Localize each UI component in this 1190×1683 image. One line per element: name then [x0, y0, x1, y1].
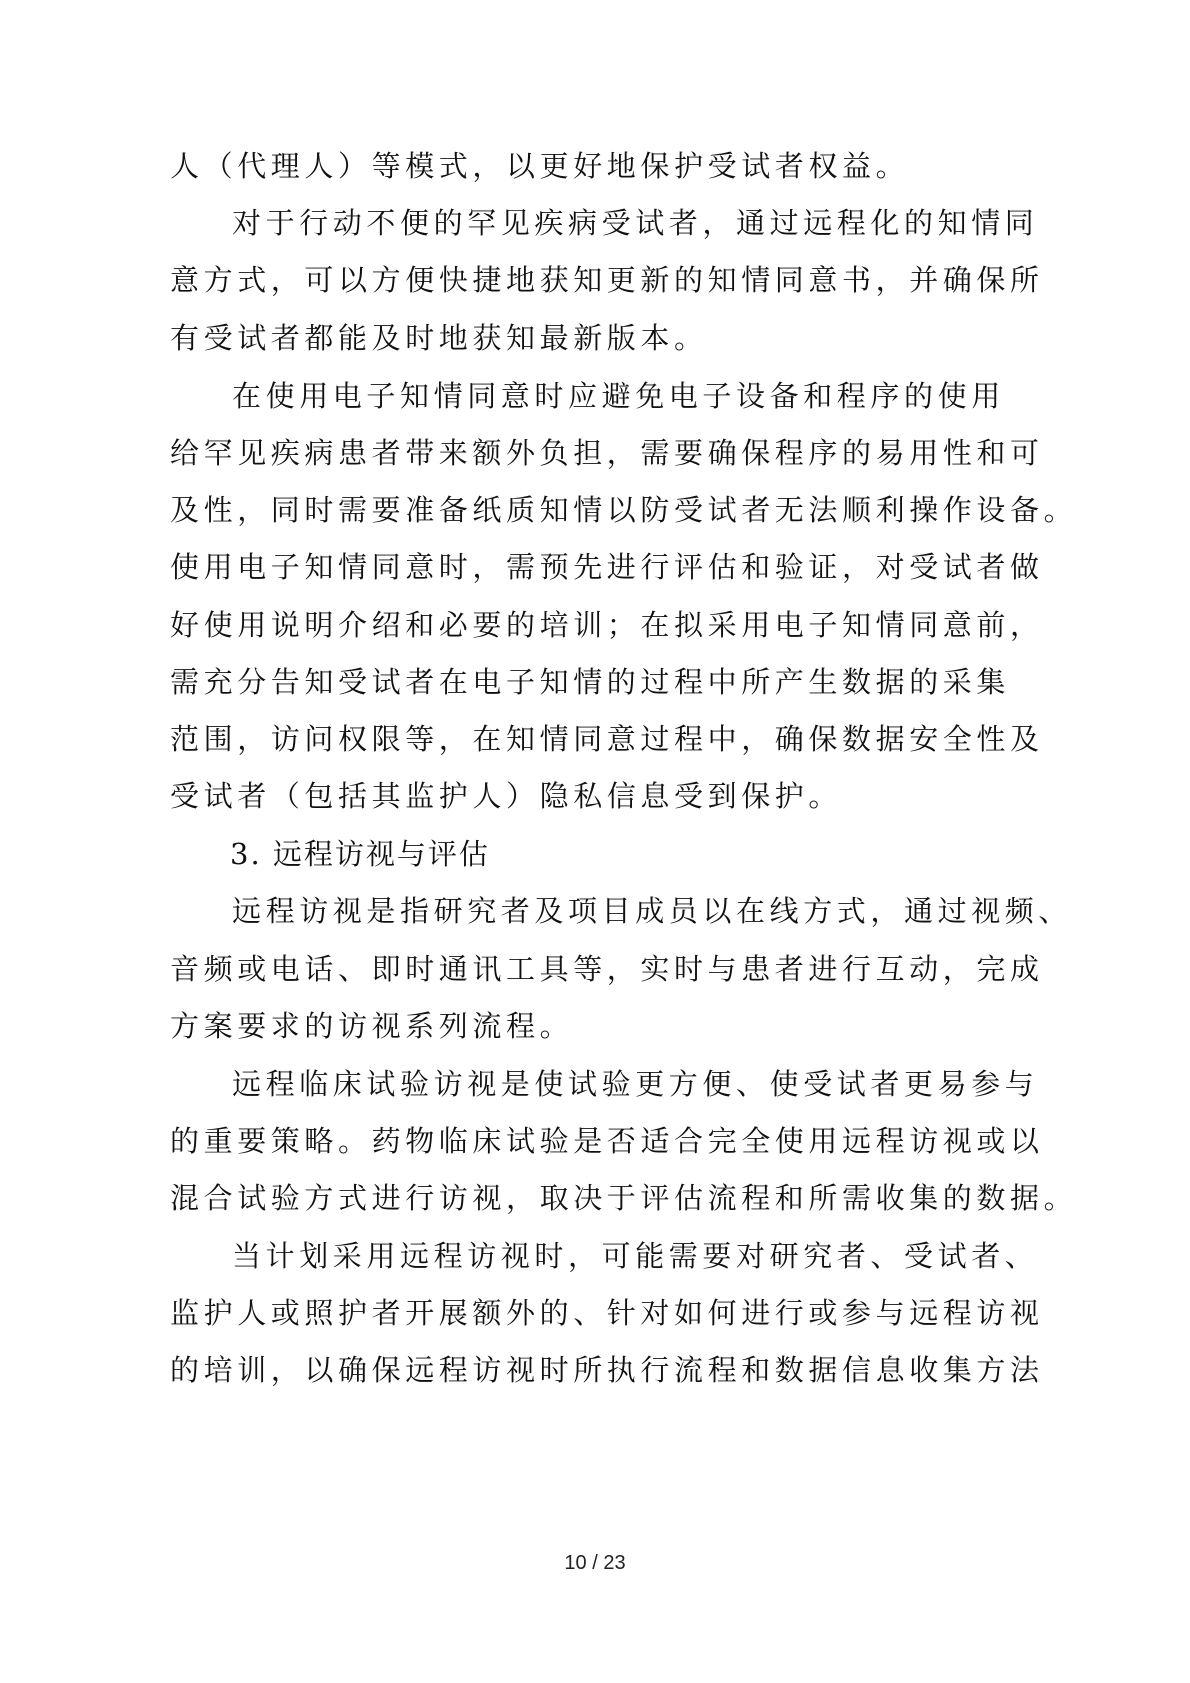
- paragraph-line: 的重要策略。药物临床试验是否适合完全使用远程访视或以: [170, 1124, 1044, 1158]
- paragraph-line: 意方式，可以方便快捷地获知更新的知情同意书，并确保所: [170, 263, 1044, 297]
- paragraph-line: 监护人或照护者开展额外的、针对如何进行或参与远程访视: [170, 1296, 1044, 1330]
- paragraph-line: 好使用说明介绍和必要的培训；在拟采用电子知情同意前，: [170, 608, 1044, 642]
- paragraph-line: 范围，访问权限等，在知情同意过程中，确保数据安全性及: [170, 722, 1044, 756]
- paragraph-line: 远程临床试验访视是使试验更方便、使受试者更易参与: [232, 1067, 1039, 1101]
- paragraph-line: 对于行动不便的罕见疾病受试者，通过远程化的知情同: [232, 206, 1039, 240]
- paragraph-line: 使用电子知情同意时，需预先进行评估和验证，对受试者做: [170, 550, 1044, 584]
- paragraph-line: 的培训，以确保远程访视时所执行流程和数据信息收集方法: [170, 1353, 1044, 1387]
- paragraph-line: 人（代理人）等模式，以更好地保护受试者权益。: [170, 149, 910, 183]
- paragraph-line: 音频或电话、即时通讯工具等，实时与患者进行互动，完成: [170, 952, 1044, 986]
- paragraph-line: 需充分告知受试者在电子知情的过程中所产生数据的采集: [170, 665, 1011, 699]
- paragraph-line: 方案要求的访视系列流程。: [170, 1009, 574, 1043]
- paragraph-line: 在使用电子知情同意时应避免电子设备和程序的使用: [232, 379, 1005, 413]
- paragraph-line: 及性，同时需要准备纸质知情以防受试者无法顺利操作设备。: [170, 493, 1078, 527]
- paragraph-line: 混合试验方式进行访视，取决于评估流程和所需收集的数据。: [170, 1181, 1078, 1215]
- paragraph-line: 给罕见疾病患者带来额外负担，需要确保程序的易用性和可: [170, 436, 1044, 470]
- paragraph-line: 远程访视是指研究者及项目成员以在线方式，通过视频、: [232, 894, 1073, 928]
- paragraph-line: 受试者（包括其监护人）隐私信息受到保护。: [170, 779, 843, 813]
- section-heading: 3. 远程访视与评估: [230, 837, 490, 871]
- paragraph-line: 有受试者都能及时地获知最新版本。: [170, 321, 708, 355]
- paragraph-line: 当计划采用远程访视时，可能需要对研究者、受试者、: [232, 1239, 1039, 1273]
- page-number: 10 / 23: [564, 1552, 626, 1574]
